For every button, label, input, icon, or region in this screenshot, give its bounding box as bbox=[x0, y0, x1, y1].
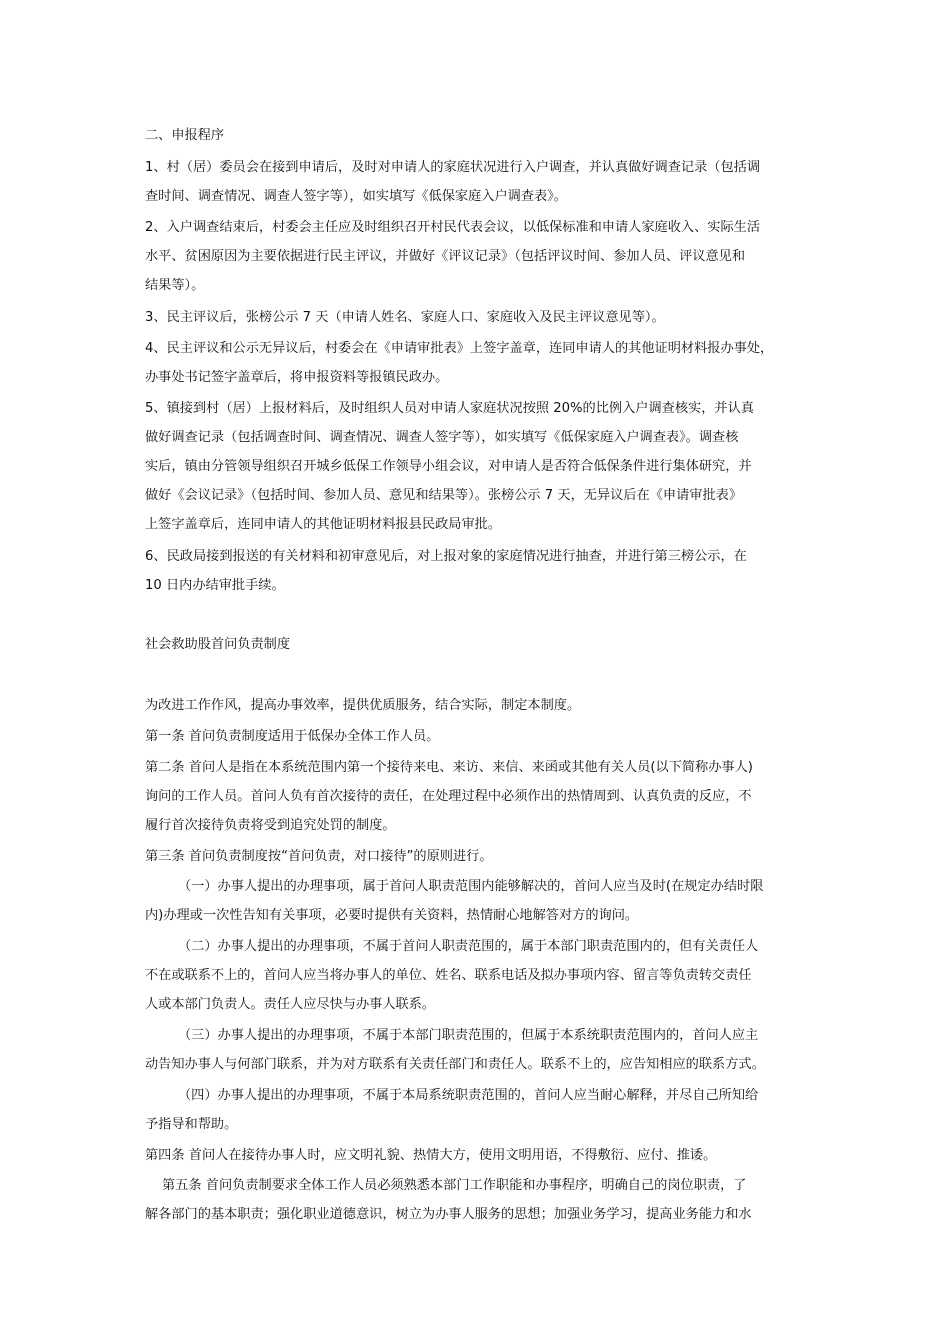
paragraph-line: 实后，镇由分管领导组织召开城乡低保工作领导小组会议，对申请人是否符合低保条件进行集体研究，并 bbox=[145, 459, 752, 474]
paragraph-line: 第五条 首问负责制要求全体工作人员必须熟悉本部门工作职能和办事程序，明确自己的岗位职责，了 bbox=[162, 1178, 747, 1193]
paragraph-line: 不在或联系不上的，首问人应当将办事人的单位、姓名、联系电话及拟办事项内容、留言等负责转交责任 bbox=[145, 968, 752, 983]
paragraph-line: 上签字盖章后，连同申请人的其他证明材料报县民政局审批。 bbox=[145, 517, 502, 532]
paragraph-line: 3、民主评议后，张榜公示 7 天（申请人姓名、家庭人口、家庭收入及民主评议意见等）。 bbox=[145, 310, 665, 325]
paragraph-line: 10 日内办结审批手续。 bbox=[145, 578, 285, 593]
paragraph-line: 为改进工作作风，提高办事效率，提供优质服务，结合实际，制定本制度。 bbox=[145, 698, 581, 713]
section-heading: 二、申报程序 bbox=[145, 128, 225, 143]
paragraph-line: 水平、贫困原因为主要依据进行民主评议，并做好《评议记录》（包括评议时间、参加人员、评议意见和 bbox=[145, 249, 746, 264]
paragraph-line: 第二条 首问人是指在本系统范围内第一个接待来电、来访、来信、来函或其他有关人员(以下简称办事人) bbox=[145, 760, 753, 775]
paragraph-line: （三）办事人提出的办理事项，不属于本部门职责范围的，但属于本系统职责范围内的，首问人应主 bbox=[178, 1028, 759, 1043]
paragraph-line: 第一条 首问负责制度适用于低保办全体工作人员。 bbox=[145, 729, 440, 744]
paragraph-line: （四）办事人提出的办理事项，不属于本局系统职责范围的，首问人应当耐心解释，并尽自己所知给 bbox=[178, 1088, 759, 1103]
paragraph-line: 6、民政局接到报送的有关材料和初审意见后，对上报对象的家庭情况进行抽查，并进行第三榜公示，在 bbox=[145, 549, 747, 564]
paragraph-line: 动告知办事人与何部门联系，并为对方联系有关责任部门和责任人。联系不上的，应告知相应的联系方式。 bbox=[145, 1057, 765, 1072]
system-title: 社会救助股首问负责制度 bbox=[145, 637, 291, 652]
paragraph-line: 做好调查记录（包括调查时间、调查情况、调查人签字等），如实填写《低保家庭入户调查表》。调查核 bbox=[145, 430, 739, 445]
paragraph-line: 第四条 首问人在接待办事人时，应文明礼貌、热情大方，使用文明用语，不得敷衍、应付、推诿。 bbox=[145, 1148, 717, 1163]
paragraph-line: 解各部门的基本职责；强化职业道德意识，树立为办事人服务的思想；加强业务学习，提高业务能力和水 bbox=[145, 1207, 752, 1222]
paragraph-line: 人或本部门负责人。责任人应尽快与办事人联系。 bbox=[145, 997, 436, 1012]
paragraph-line: 办事处书记签字盖章后，将申报资料等报镇民政办。 bbox=[145, 370, 449, 385]
paragraph-line: 予指导和帮助。 bbox=[145, 1117, 238, 1132]
paragraph-line: 查时间、调查情况、调查人签字等），如实填写《低保家庭入户调查表》。 bbox=[145, 189, 567, 204]
paragraph-line: 4、民主评议和公示无异议后，村委会在《申请审批表》上签字盖章，连同申请人的其他证明材料报办事处， bbox=[145, 341, 774, 356]
paragraph-line: （一）办事人提出的办理事项，属于首问人职责范围内能够解决的，首问人应当及时(在规定办结时限 bbox=[178, 879, 764, 894]
paragraph-line: 询问的工作人员。首问人负有首次接待的责任，在处理过程中必须作出的热情周到、认真负责的反应，不 bbox=[145, 789, 752, 804]
paragraph-line: 5、镇接到村（居）上报材料后，及时组织人员对申请人家庭状况按照 20%的比例入户调查核实，并认真 bbox=[145, 401, 754, 416]
paragraph-line: 做好《会议记录》（包括时间、参加人员、意见和结果等）。张榜公示 7 天，无异议后在《申请审批表》 bbox=[145, 488, 743, 503]
paragraph-line: 第三条 首问负责制度按“首问负责，对口接待”的原则进行。 bbox=[145, 849, 493, 864]
paragraph-line: 1、村（居）委员会在接到申请后，及时对申请人的家庭状况进行入户调查，并认真做好调查记录（包括调 bbox=[145, 160, 761, 175]
paragraph-line: 结果等）。 bbox=[145, 278, 205, 293]
paragraph-line: （二）办事人提出的办理事项，不属于首问人职责范围的，属于本部门职责范围内的，但有关责任人 bbox=[178, 939, 759, 954]
paragraph-line: 内)办理或一次性告知有关事项，必要时提供有关资料，热情耐心地解答对方的询问。 bbox=[145, 908, 639, 923]
paragraph-line: 2、入户调查结束后，村委会主任应及时组织召开村民代表会议，以低保标准和申请人家庭收入、实际生活 bbox=[145, 220, 761, 235]
paragraph-line: 履行首次接待负责将受到追究处罚的制度。 bbox=[145, 818, 396, 833]
